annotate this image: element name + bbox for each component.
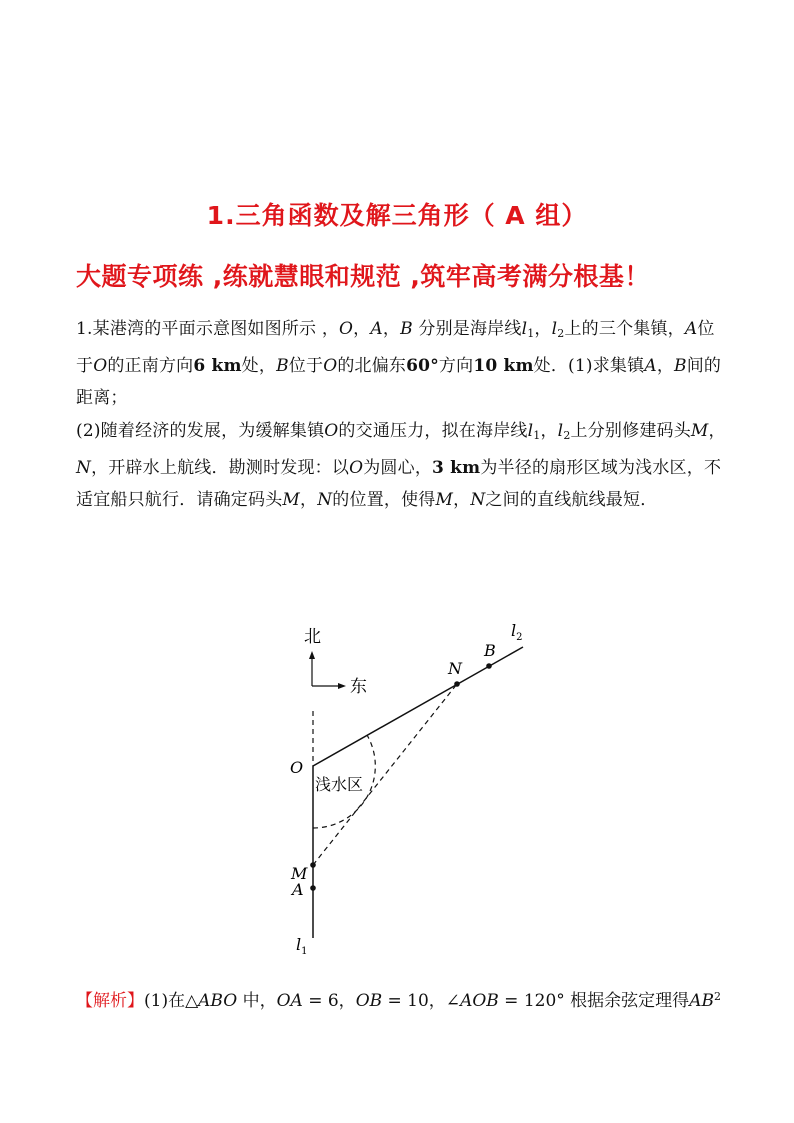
label-b: B (484, 641, 496, 660)
harbor-diagram-svg (280, 618, 540, 958)
point-a (310, 885, 316, 891)
label-a: A (292, 880, 304, 899)
north-label: 北 (304, 627, 321, 647)
north-arrow-head (309, 651, 315, 659)
point-b (486, 663, 492, 669)
analysis-tag: 【解析】 (76, 991, 144, 1011)
point-m (310, 862, 316, 868)
label-m: M (291, 864, 308, 883)
point-n (454, 681, 460, 687)
problem-statement (76, 313, 726, 516)
label-n: N (448, 659, 462, 678)
problem-part-1: 1.某港湾的平面示意图如图所示 ，O，A，B 分别是海岸线$l_1$，$l_2$上的三个集镇，A位于O的正南方向6 km处，B位于O的北偏东60°方向10 km处．(1)求集镇A，B间的距离； (76, 319, 722, 408)
label-shallow-area: 浅水区 (315, 775, 364, 794)
east-label: 东 (350, 677, 367, 697)
label-l2: $l_2$ (511, 621, 523, 643)
label-l1: $l_1$ (296, 935, 308, 957)
east-arrow-head (338, 683, 346, 689)
harbor-diagram (280, 618, 540, 958)
label-o: O (290, 758, 304, 777)
problem-part-2: (2)随着经济的发展，为缓解集镇O的交通压力，拟在海岸线$l_1$，$l_2$上分别修建码头M，N，开辟水上航线．勘测时发现：以O为圆心，3 km为半径的扇形区域为浅水区，不适宜船只航行．请确定码头M，N的位置，使得M，N之间的直线航线最短． (76, 421, 726, 510)
page-title: 1.三角函数及解三角形（ A 组） (206, 201, 588, 230)
page-subtitle: 大题专项练 ,练就慧眼和规范 ,筑牢高考满分根基！ (76, 262, 650, 291)
analysis-line: 【解析】(1)在△ABO 中，OA = 6，OB = 10，∠AOB = 120° 根据余弦定理得$AB^2$ (76, 990, 721, 1011)
